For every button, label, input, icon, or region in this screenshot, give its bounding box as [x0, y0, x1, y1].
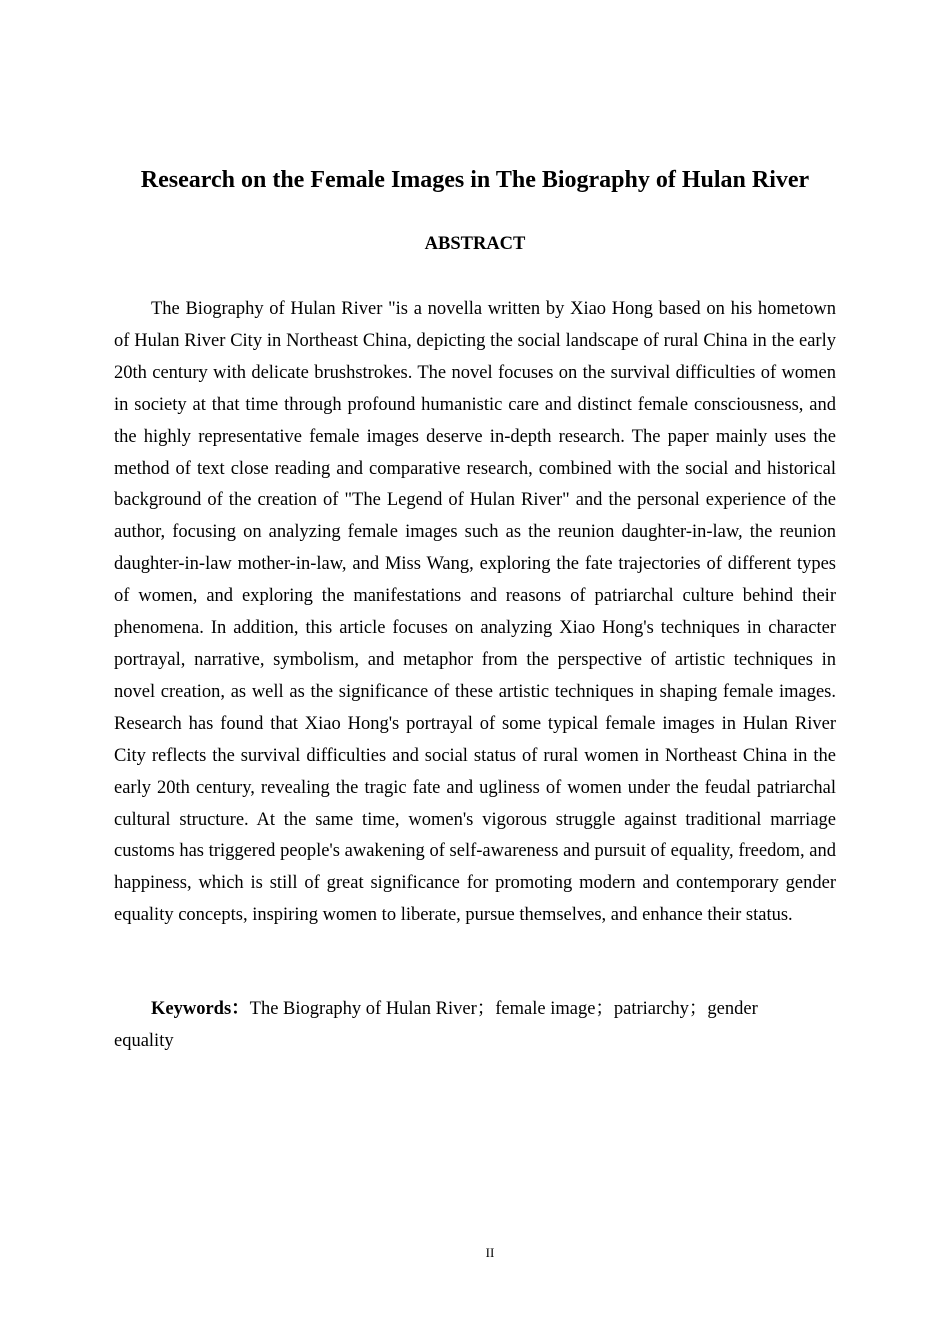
paper-title: Research on the Female Images in The Biography of Hulan River — [140, 167, 810, 193]
keywords-label: Keywords： — [151, 999, 250, 1019]
keywords-list: The Biography of Hulan River；female image；patriarchy；gender equality — [114, 999, 758, 1051]
keywords-paragraph — [114, 994, 794, 1057]
page-number: II — [485, 1245, 495, 1260]
abstract-heading: ABSTRACT — [424, 234, 526, 254]
abstract-paragraph: The Biography of Hulan River "is a novella written by Xiao Hong based on his hometown of Hulan River City in Northeast China, depicting the social landscape of rural China in the early 20th century with delicate brushstrokes. The novel focuses on the survival difficulties of women in society at that time through profound humanistic care and distinct female consciousness, and the highly representative female images deserve in-depth research. The paper mainly uses the method of text close reading and comparative research, combined with the social and historical background of the creation of "The Legend of Hulan River" and the personal experience of the author, focusing on analyzing female images such as the reunion daughter-in-law, the reunion daughter-in-law mother-in-law, and Miss Wang, exploring the fate trajectories of different types of women, and exploring the manifestations and reasons of patriarchal culture behind their phenomena. In addition, this article focuses on analyzing Xiao Hong's techniques in character portrayal, narrative, symbolism, and metaphor from the perspective of artistic techniques in novel creation, as well as the significance of these artistic techniques in shaping female images. Research has found that Xiao Hong's portrayal of some typical female images in Hulan River City reflects the survival difficulties and social status of rural women in Northeast China in the early 20th century, revealing the tragic fate and ugliness of women under the feudal patriarchal cultural structure. At the same time, women's vigorous struggle against traditional marriage customs has triggered people's awakening of self-awareness and pursuit of equality, freedom, and happiness, which is still of great significance for promoting modern and contemporary gender equality concepts, inspiring women to liberate, pursue themselves, and enhance their status. — [114, 299, 836, 926]
